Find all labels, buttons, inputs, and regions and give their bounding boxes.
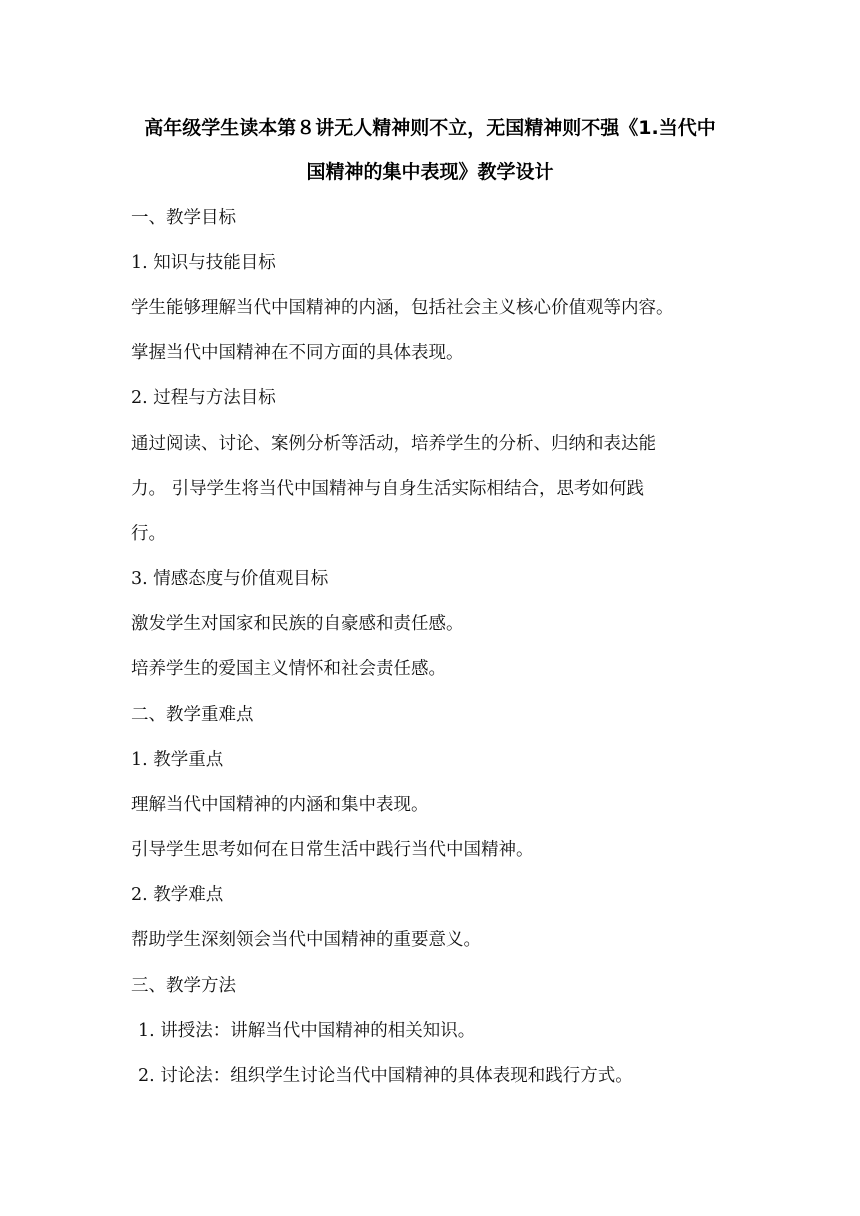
document-title-line-1: 高年级学生读本第８讲无人精神则不立，无国精神则不强《1.当代中	[144, 117, 716, 139]
section-heading-key-points: 二、教学重难点	[131, 705, 254, 725]
paragraph-line: 掌握当代中国精神在不同方面的具体表现。	[131, 343, 464, 363]
subheading-process-method: 2. 过程与方法目标	[131, 388, 276, 408]
paragraph-line: 培养学生的爱国主义情怀和社会责任感。	[131, 659, 446, 679]
paragraph-line: 帮助学生深刻领会当代中国精神的重要意义。	[131, 930, 481, 950]
subheading-emotion-values: 3. 情感态度与价值观目标	[131, 569, 329, 589]
method-item-discussion: 2. 讨论法：组织学生讨论当代中国精神的具体表现和践行方式。	[138, 1066, 633, 1086]
document-title-line-2: 国精神的集中表现》教学设计	[306, 161, 554, 183]
section-heading-objectives: 一、教学目标	[131, 208, 236, 228]
paragraph-line: 理解当代中国精神的内涵和集中表现。	[131, 795, 429, 815]
paragraph-line: 通过阅读、讨论、案例分析等活动，培养学生的分析、归纳和表达能	[131, 434, 656, 454]
subheading-difficulty: 2. 教学难点	[131, 885, 224, 905]
paragraph-line: 行。	[131, 524, 166, 544]
method-item-lecture: 1. 讲授法：讲解当代中国精神的相关知识。	[138, 1021, 476, 1041]
subheading-focus: 1. 教学重点	[131, 750, 224, 770]
paragraph-line: 学生能够理解当代中国精神的内涵，包括社会主义核心价值观等内容。	[131, 298, 674, 318]
paragraph-line: 力。 引导学生将当代中国精神与自身生活实际相结合，思考如何践	[131, 479, 645, 499]
paragraph-line: 引导学生思考如何在日常生活中践行当代中国精神。	[131, 840, 534, 860]
subheading-knowledge-skills: 1. 知识与技能目标	[131, 253, 276, 273]
section-heading-methods: 三、教学方法	[131, 976, 236, 996]
paragraph-line: 激发学生对国家和民族的自豪感和责任感。	[131, 614, 464, 634]
